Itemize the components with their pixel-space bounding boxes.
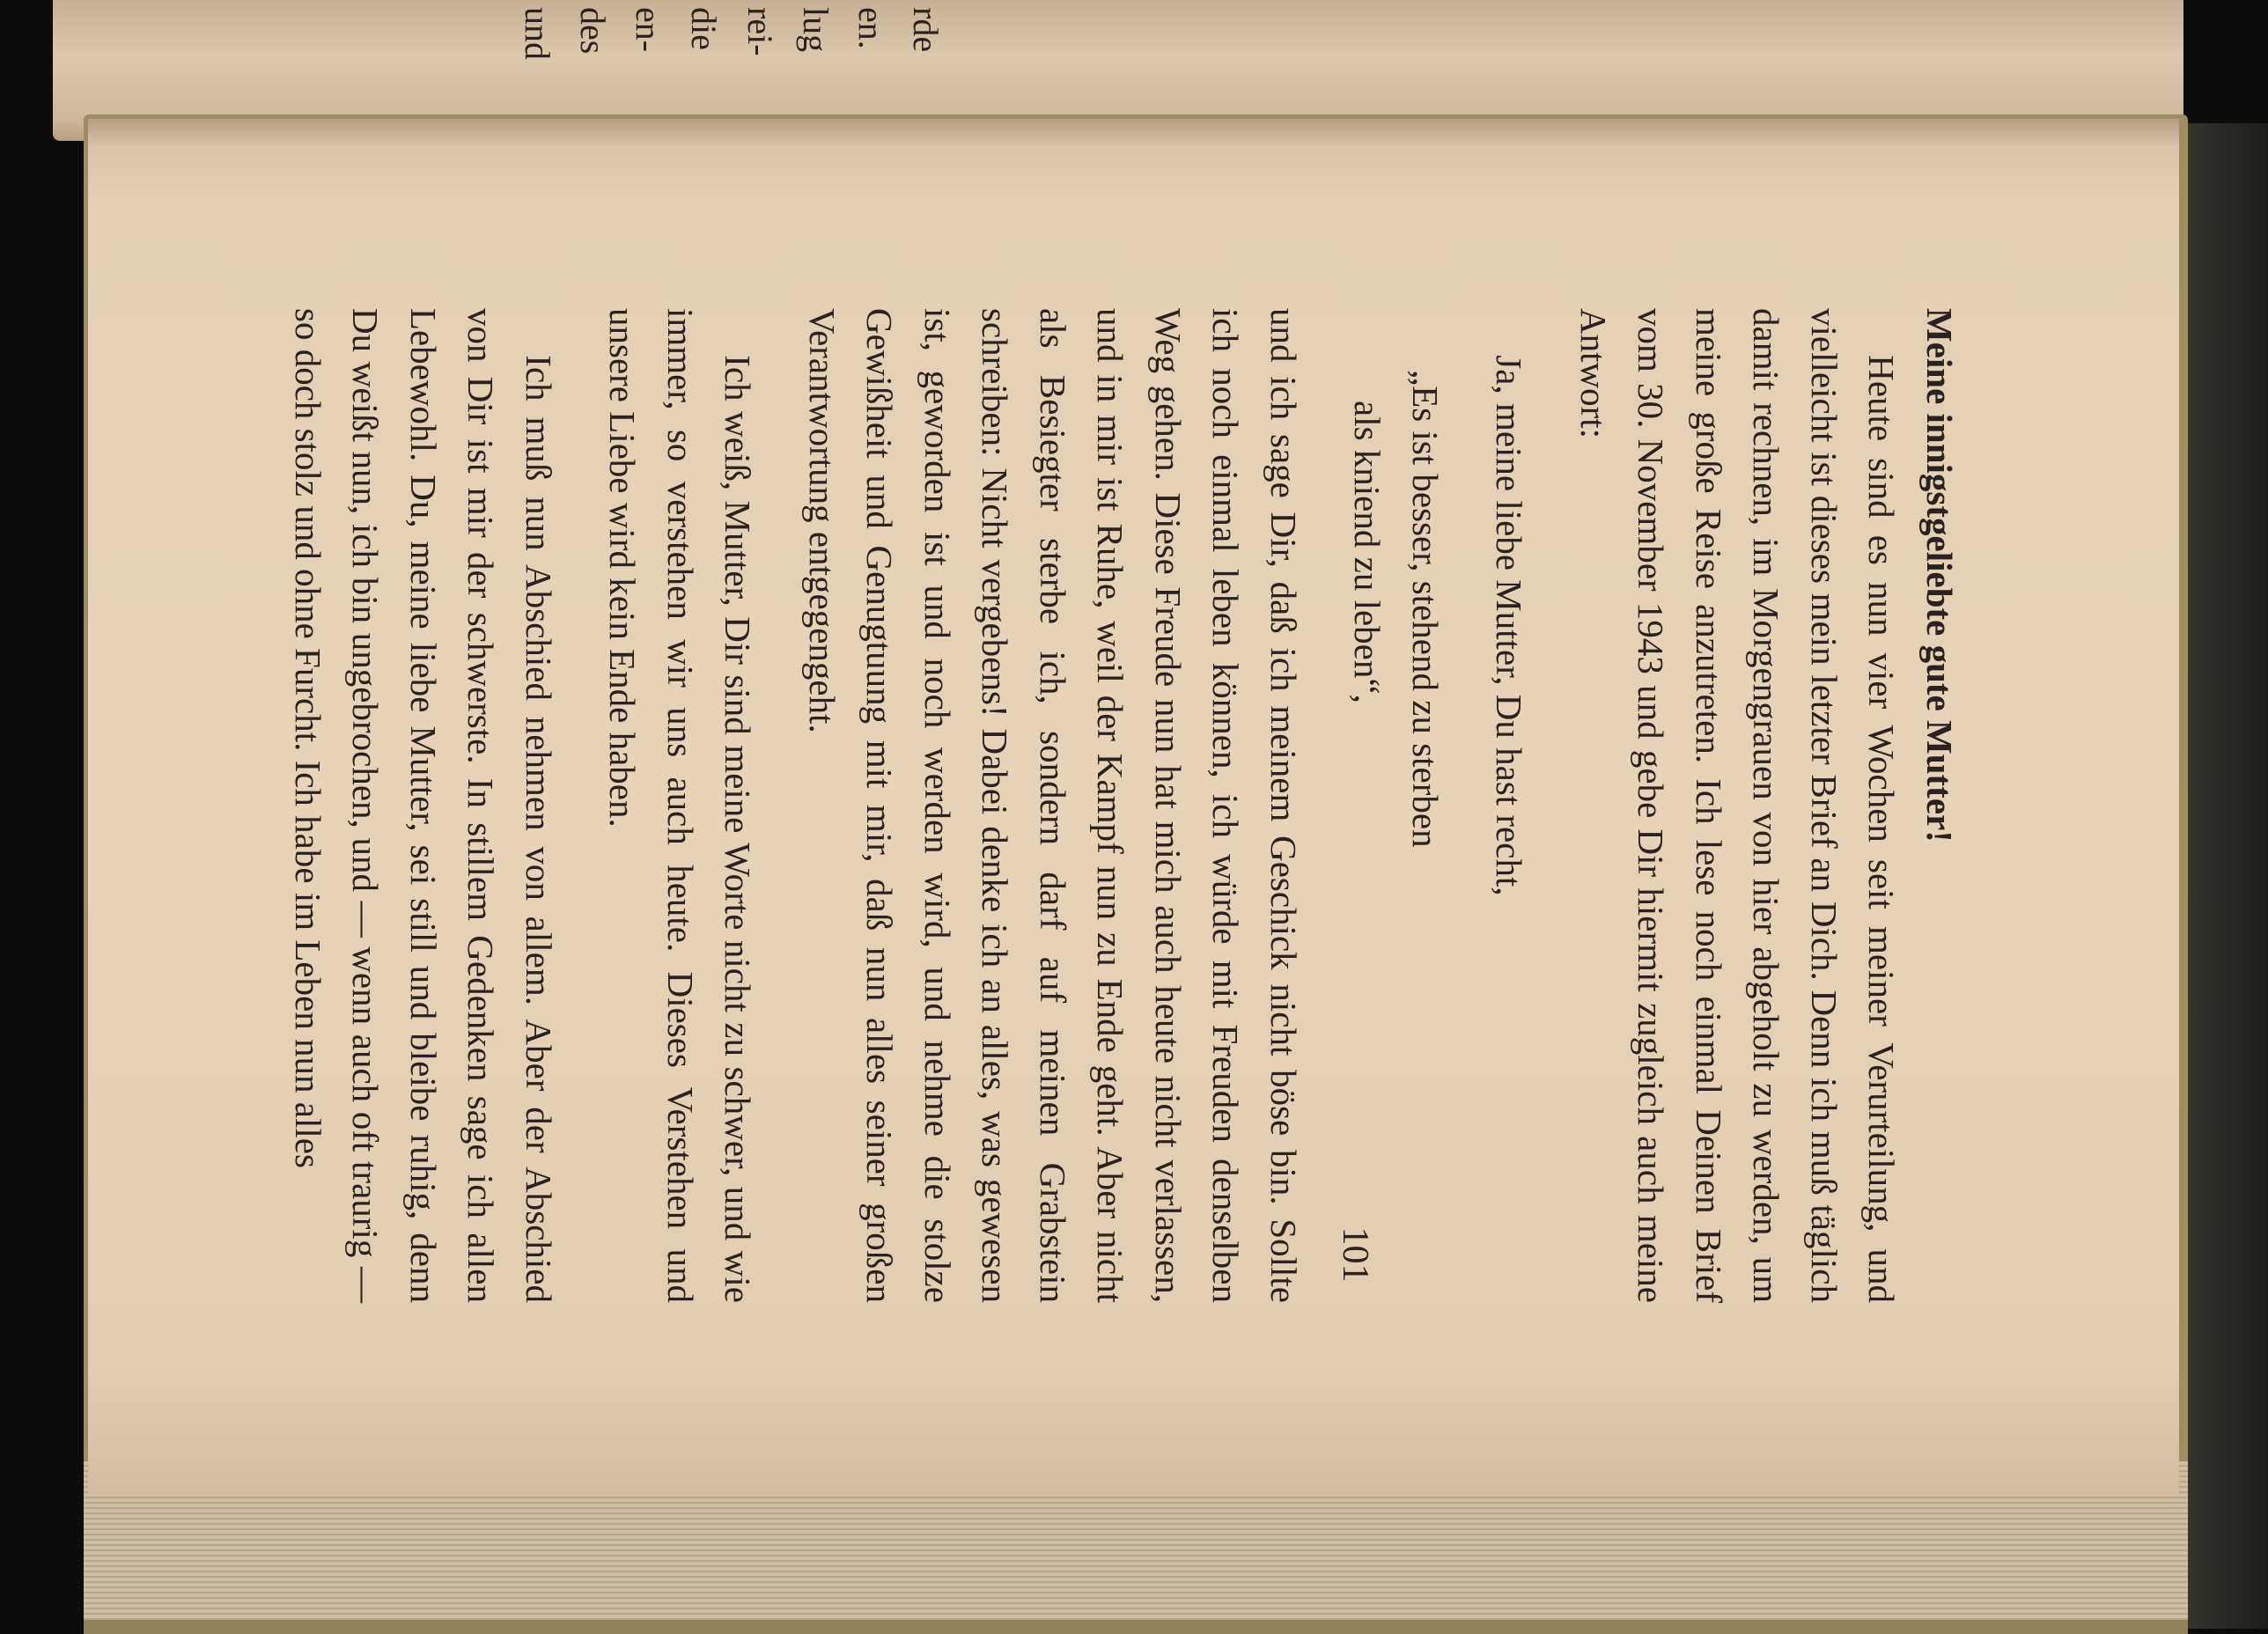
paragraph: Ich muß nun Abschied nehmen von allem. Aber der Abschied von Dir ist mir der schwerste. In stillem Gedenken sage ich allen Lebewohl. Du, meine liebe Mutter, sei still und bleibe ruhig, denn Du weißt nun, ich bin ungebrochen, und — wenn auch oft traurig — so doch stolz und ohne Furcht. Ich habe im Leben nun alles (288, 308, 559, 1303)
page-number: 101 (1335, 1226, 1375, 1283)
fragment: en- (629, 7, 668, 53)
fragment: lug (796, 7, 836, 53)
paragraph: Ja, meine liebe Mutter, Du hast recht, (1489, 355, 1530, 896)
fragment: rei- (740, 7, 780, 56)
fragment: die (684, 7, 724, 50)
fragment: rde (906, 7, 946, 53)
paragraph: Ich weiß, Mutter, Dir sind meine Worte nicht zu schwer, und wie immer, so verstehen wir uns auch heute. Dieses Verstehen und unsere Liebe wird kein Ende haben. (602, 308, 759, 1303)
verse-line: als kniend zu leben“, (1347, 401, 1388, 703)
fragment: und (518, 7, 557, 60)
fragment: des (573, 7, 613, 55)
paragraph: und ich sage Dir, daß ich meinem Geschick nicht böse bin. Sollte ich noch einmal leben können, ich würde mit Freuden denselben Weg gehen. Diese Freude nun hat mich auch heute nicht verlassen, und in mir ist Ruhe, weil der Kampf nun zu Ende geht. Aber nicht als Besiegter sterbe ich, sondern darf auf meinen Grabstein schreiben: Nicht vergebens! Dabei denke ich an alles, was gewesen ist, geworden ist und noch werden wird, und nehme die stolze Gewißheit und Genugtuung mit mir, daß nun alles seiner großen Verantwortung entgegengeht. (802, 308, 1304, 1303)
letter-text (288, 308, 1968, 1303)
verse-line: „Es ist besser, stehend zu sterben (1405, 370, 1446, 848)
paragraph: Heute sind es nun vier Wochen seit meiner Verurteilung, und vielleicht ist dieses mein letzter Brief an Dich. Denn ich muß täglich damit rechnen, im Morgengrauen von hier abgeholt zu werden, um meine große Reise anzutreten. Ich lese noch einmal Deinen Brief vom 30. November 1943 und gebe Dir hiermit zugleich auch meine Antwort: (1573, 308, 1903, 1303)
fragment: en. (851, 7, 891, 49)
letter-heading: Meine innigstgeliebte gute Mutter! (1919, 308, 1960, 843)
quoted-verse (1338, 308, 1454, 1303)
